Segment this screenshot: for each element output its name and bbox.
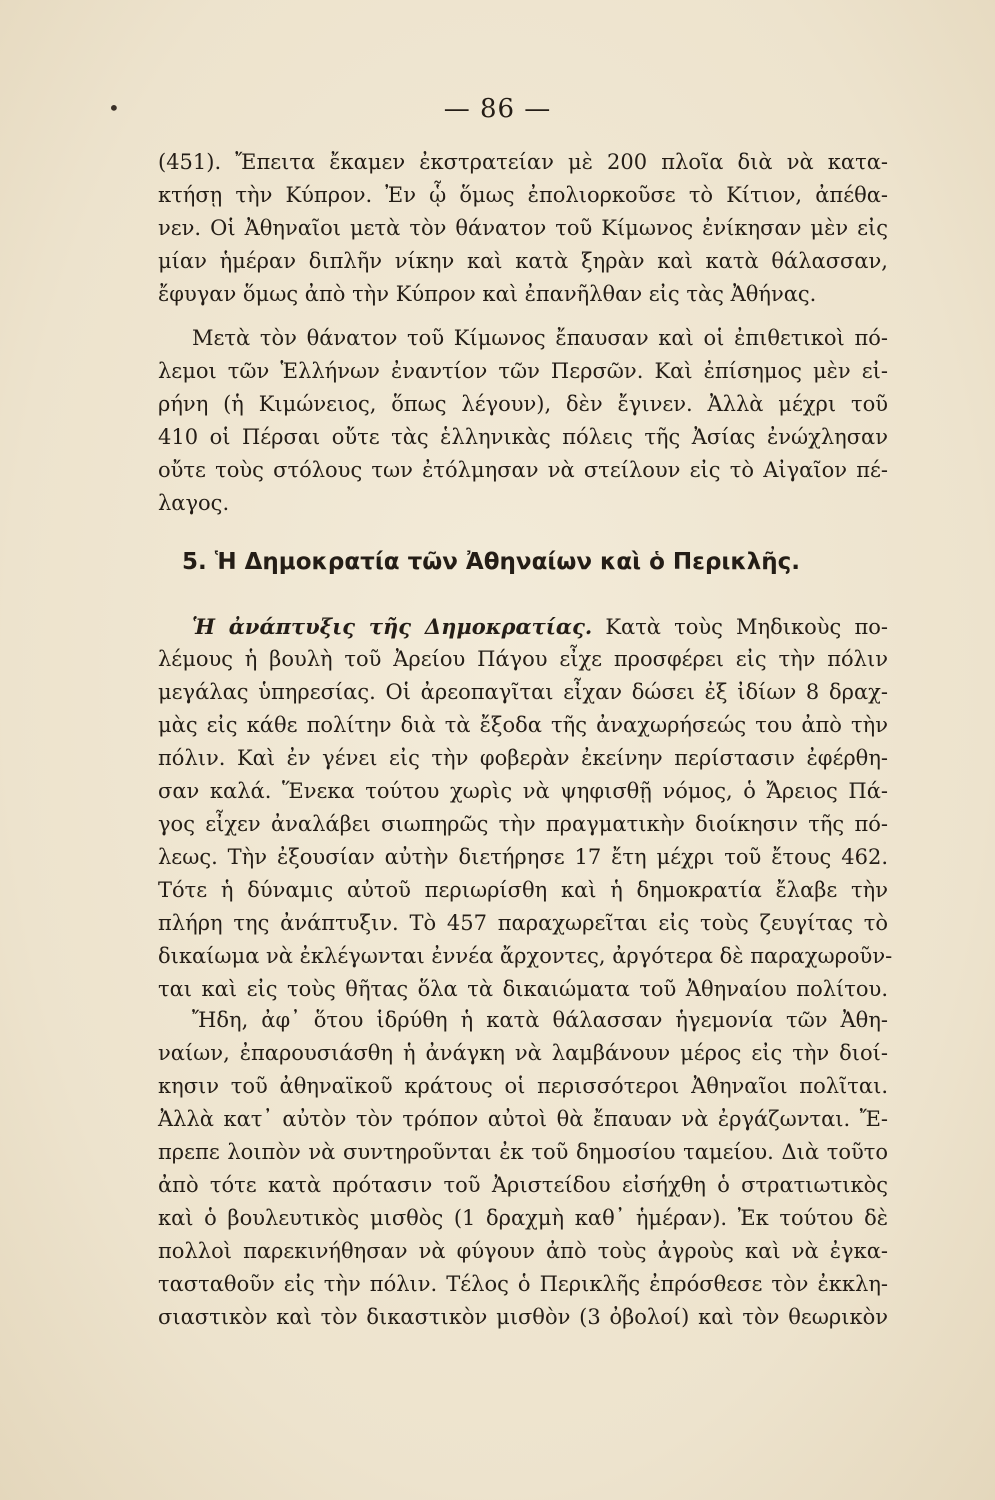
text-line: λαγος. [158,491,230,515]
text-line: λεμοι τῶν Ἑλλήνων ἐναντίον τῶν Περσῶν. Καὶ ἐπίσημος μὲν εἰ- [158,359,888,383]
paragraph-1 [158,146,888,311]
text-line: ρήνη (ἡ Κιμώνειος, ὅπως λέγουν), δὲν ἔγινεν. Ἀλλὰ μέχρι τοῦ [158,392,888,416]
text-line: 410 οἱ Πέρσαι οὔτε τὰς ἑλληνικὰς πόλεις τῆς Ἀσίας ἐνώχλησαν [158,425,888,449]
text-line: πόλιν. Καὶ ἐν γένει εἰς τὴν φοβερὰν ἐκείνην περίστασιν ἐφέρθη- [158,746,888,770]
text-line: γος εἶχεν ἀναλάβει σιωπηρῶς τὴν πραγματικὴν διοίκησιν τῆς πό- [158,812,888,836]
text-line: Τότε ἡ δύναμις αὐτοῦ περιωρίσθη καὶ ἡ δημοκρατία ἔλαβε τὴν [158,878,888,902]
paragraph-2 [158,322,888,520]
text-line: λέμους ἡ βουλὴ τοῦ Ἀρείου Πάγου εἶχε προσφέρει εἰς τὴν πόλιν [158,647,888,671]
paragraph-subtitle: Ἡ ἀνάπτυξις τῆς Δημοκρατίας. [192,614,593,639]
text-line: κτήσῃ τὴν Κύπρον. Ἐν ᾧ ὅμως ἐπολιορκοῦσε τὸ Κίτιον, ἀπέθα- [158,183,888,207]
text-line: λεως. Τὴν ἐξουσίαν αὐτὴν διετήρησε 17 ἔτη μέχρι τοῦ ἔτους 462. [158,845,888,869]
text-line: μεγάλας ὑπηρεσίας. Οἱ ἀρεοπαγῖται εἶχαν δώσει ἐξ ἰδίων 8 δραχ- [158,680,888,704]
text-line: ἀπὸ τότε κατὰ πρότασιν τοῦ Ἀριστείδου εἰσήχθη ὁ στρατιωτικὸς [158,1173,888,1197]
text-line: κησιν τοῦ ἀθηναϊκοῦ κράτους οἱ περισσότεροι Ἀθηναῖοι πολῖται. [158,1074,888,1098]
paragraph-3 [158,610,893,1006]
text-line: πρεπε λοιπὸν νὰ συντηροῦνται ἐκ τοῦ δημοσίου ταμείου. Διὰ τοῦτο [158,1140,888,1164]
text-line: Ἀλλὰ κατ᾽ αὐτὸν τὸν τρόπον αὐτοὶ θὰ ἔπαυαν νὰ ἐργάζωνται. Ἔ- [158,1107,888,1131]
text-line: καὶ ὁ βουλευτικὸς μισθὸς (1 δραχμὴ καθ᾽ ἡμέραν). Ἐκ τούτου δὲ [158,1206,888,1230]
paragraph-4 [158,1004,888,1334]
text-line: (451). Ἔπειτα ἔκαμεν ἐκστρατείαν μὲ 200 πλοῖα διὰ νὰ κατα- [158,150,888,174]
text-line: Ἤδη, ἀφ᾽ ὅτου ἱδρύθη ἡ κατὰ θάλασσαν ἡγεμονία τῶν Ἀθη- [192,1008,888,1032]
text-line: ται καὶ εἰς τοὺς θῆτας ὅλα τὰ δικαιώματα τοῦ Ἀθηναίου πολίτου. [158,977,888,1001]
section-heading: 5. Ἡ Δημοκρατία τῶν Ἀθηναίων καὶ ὁ Περικλῆς. [182,549,801,575]
text-line: ναίων, ἐπαρουσιάσθη ἡ ἀνάγκη νὰ λαμβάνουν μέρος εἰς τὴν διοί- [158,1041,888,1065]
page-number: — 86 — [443,94,552,124]
text-line: σιαστικὸν καὶ τὸν δικαστικὸν μισθὸν (3 ὀβολοί) καὶ τὸν θεωρικὸν [158,1305,888,1329]
text-line: νεν. Οἱ Ἀθηναῖοι μετὰ τὸν θάνατον τοῦ Κίμωνος ἐνίκησαν μὲν εἰς [158,216,888,240]
text-line: πολλοὶ παρεκινήθησαν νὰ φύγουν ἀπὸ τοὺς ἀγροὺς καὶ νὰ ἐγκα- [158,1239,888,1263]
first-line-rest: Κατὰ τοὺς Μηδικοὺς πο- [592,615,888,639]
text-line: δικαίωμα νὰ ἐκλέγωνται ἐννέα ἄρχοντες, ἀργότερα δὲ παραχωροῦν- [158,944,893,968]
text-line: πλήρη της ἀνάπτυξιν. Τὸ 457 παραχωρεῖται εἰς τοὺς ζευγίτας τὸ [158,911,888,935]
text-line: μὰς εἰς κάθε πολίτην διὰ τὰ ἔξοδα τῆς ἀναχωρήσεώς του ἀπὸ τὴν [158,713,888,737]
text-line: ἔφυγαν ὅμως ἀπὸ τὴν Κύπρον καὶ ἐπανῆλθαν εἰς τὰς Ἀθήνας. [158,282,817,306]
text-line: οὔτε τοὺς στόλους των ἐτόλμησαν νὰ στείλουν εἰς τὸ Αἰγαῖον πέ- [158,458,888,482]
text-line: μίαν ἡμέραν διπλῆν νίκην καὶ κατὰ ξηρὰν καὶ κατὰ θάλασσαν, [158,249,888,273]
text-line: Μετὰ τὸν θάνατον τοῦ Κίμωνος ἔπαυσαν καὶ οἱ ἐπιθετικοὶ πό- [192,326,888,350]
margin-mark: • [108,96,120,120]
text-line: τασταθοῦν εἰς τὴν πόλιν. Τέλος ὁ Περικλῆς ἐπρόσθεσε τὸν ἐκκλη- [158,1272,888,1296]
text-line: σαν καλά. Ἕνεκα τούτου χωρὶς νὰ ψηφισθῇ νόμος, ὁ Ἄρειος Πά- [158,779,888,803]
text-line-with-subtitle [158,610,888,643]
